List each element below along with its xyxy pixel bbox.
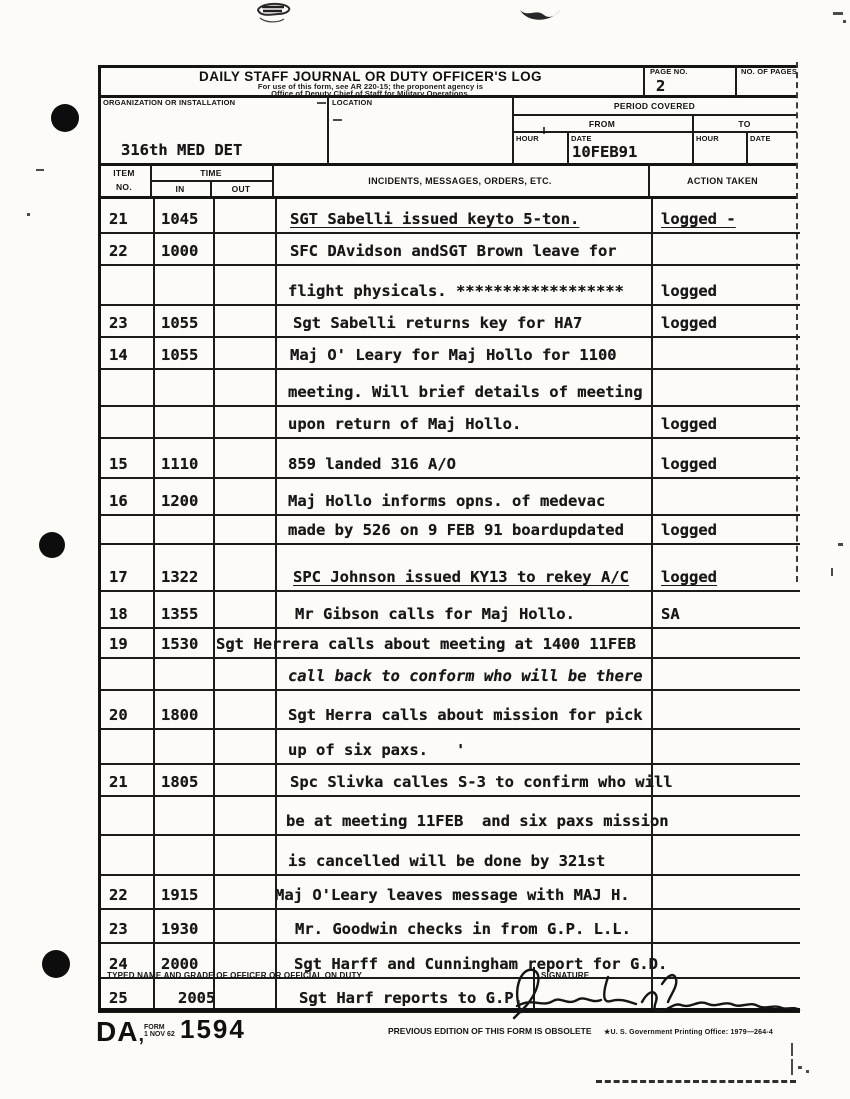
action-taken: logged [661, 314, 717, 332]
incident-text: meeting. Will brief details of meeting [288, 383, 643, 401]
item-no: 21 [109, 773, 128, 791]
speck [831, 568, 833, 576]
col-no-label: NO. [115, 182, 132, 192]
incident-text: call back to conform who will be there [286, 667, 645, 685]
action-taken: logged [661, 521, 717, 539]
column-divider [153, 479, 155, 514]
incident-text: Sgt Herrera calls about meeting at 1400 11FEB [216, 635, 636, 653]
form-id-number: 1594 [180, 1014, 246, 1044]
column-divider [651, 910, 653, 942]
column-divider [213, 479, 215, 514]
column-divider [213, 234, 215, 264]
time-in: 1200 [161, 492, 199, 510]
action-taken: logged [661, 455, 717, 473]
column-divider [153, 629, 155, 657]
time-in: 1530 [161, 635, 199, 653]
to-date-label: DATE [750, 134, 771, 143]
table-row [101, 629, 800, 659]
speck [791, 1043, 793, 1056]
time-in: 1930 [161, 920, 199, 938]
page-no-label: PAGE NO. [650, 67, 688, 76]
hole-punch [42, 950, 70, 978]
col-time-label: TIME [200, 168, 222, 178]
from-label: FROM [588, 119, 616, 129]
col-action-label: ACTION TAKEN [687, 176, 758, 186]
column-divider [153, 370, 155, 405]
incident-text: Maj Hollo informs opns. of medevac [288, 492, 606, 510]
column-divider [213, 407, 215, 437]
table-row [101, 407, 800, 439]
column-divider [275, 545, 277, 590]
column-divider [651, 198, 653, 232]
speck [791, 1059, 793, 1075]
table-row [101, 338, 800, 370]
table-row [101, 306, 800, 338]
column-divider [153, 765, 155, 795]
incident-text: Mr Gibson calls for Maj Hollo. [295, 605, 575, 623]
table-row [101, 266, 800, 306]
time-in: 1110 [161, 455, 199, 473]
table-row [101, 876, 800, 910]
column-divider [651, 836, 653, 874]
time-in: 1800 [161, 706, 199, 724]
column-divider [213, 910, 215, 942]
form-id: DA, FORM 1 NOV 62 1594 [96, 1014, 246, 1047]
column-divider [651, 876, 653, 908]
from-date-label: DATE [571, 134, 592, 143]
column-divider [651, 370, 653, 405]
speck [36, 169, 44, 171]
ink-smudge [516, 2, 564, 28]
speck [838, 543, 843, 546]
table-row [101, 198, 800, 234]
incident-text: 859 landed 316 A/O [288, 455, 456, 473]
column-divider [153, 910, 155, 942]
table-row [101, 439, 800, 479]
column-divider [153, 198, 155, 232]
column-divider [275, 910, 277, 942]
speck [833, 12, 843, 15]
form-id-date: 1 NOV 62 [144, 1031, 175, 1038]
column-divider [153, 545, 155, 590]
time-in: 1805 [161, 773, 199, 791]
action-taken: SA [661, 605, 680, 623]
col-out-label: OUT [231, 184, 251, 194]
hole-punch [39, 532, 65, 558]
column-divider [275, 765, 277, 795]
form-subtitle-line1: For use of this form, see AR 220-15; the proponent agency is [257, 82, 484, 91]
time-in: 1915 [161, 886, 199, 904]
column-divider [275, 306, 277, 336]
item-no: 19 [109, 635, 128, 653]
column-divider [153, 266, 155, 304]
item-no: 18 [109, 605, 128, 623]
table-row [101, 691, 800, 730]
signature-label: SIGNATURE [541, 971, 590, 980]
table-row [101, 479, 800, 516]
to-hour-label: HOUR [696, 134, 719, 143]
column-divider [275, 338, 277, 368]
incident-text: Spc Slivka calles S-3 to confirm who will [290, 773, 673, 791]
form-title: DAILY STAFF JOURNAL OR DUTY OFFICER'S LOG [199, 69, 542, 84]
item-no: 25 [109, 989, 128, 1007]
column-divider [213, 516, 215, 543]
hole-punch [51, 104, 79, 132]
time-in: 1055 [161, 314, 199, 332]
table-row [101, 370, 800, 407]
column-divider [651, 266, 653, 304]
log-rows [98, 198, 800, 1013]
dashed-line [596, 1080, 796, 1083]
column-divider [213, 797, 215, 834]
speck [317, 102, 326, 104]
table-row [101, 910, 800, 944]
column-divider [213, 266, 215, 304]
column-divider [213, 198, 215, 232]
form-subtitle-line2: Office of Deputy Chief of Staff for Military Operations. [271, 89, 470, 98]
column-divider [651, 479, 653, 514]
table-row [101, 592, 800, 629]
organization-value: 316th MED DET [121, 141, 243, 159]
table-row [101, 545, 800, 592]
time-in: 1355 [161, 605, 199, 623]
column-divider [213, 659, 215, 689]
column-divider [275, 836, 277, 874]
speck [806, 1070, 809, 1073]
page-no-value: 2 [656, 77, 666, 95]
column-divider [153, 516, 155, 543]
no-of-pages-label: NO. OF PAGES [741, 68, 797, 76]
speck [27, 213, 30, 216]
column-divider [275, 407, 277, 437]
column-divider [275, 234, 277, 264]
incident-text: Mr. Goodwin checks in from G.P. L.L. [295, 920, 631, 938]
item-no: 17 [109, 568, 128, 586]
column-divider [153, 797, 155, 834]
column-divider [651, 629, 653, 657]
column-divider [213, 876, 215, 908]
incident-text: Maj O'Leary leaves message with MAJ H. [275, 886, 630, 904]
column-divider [153, 306, 155, 336]
column-divider [153, 730, 155, 763]
column-divider [153, 338, 155, 368]
column-divider [651, 592, 653, 627]
action-taken: logged [661, 415, 717, 433]
incident-text: up of six paxs. ' [288, 741, 466, 759]
column-divider [651, 691, 653, 728]
item-no: 16 [109, 492, 128, 510]
speck [333, 119, 342, 121]
item-no: 22 [109, 242, 128, 260]
speck [843, 20, 846, 23]
column-divider [213, 691, 215, 728]
column-divider [651, 545, 653, 590]
column-divider [213, 545, 215, 590]
col-incidents-label: INCIDENTS, MESSAGES, ORDERS, ETC. [368, 176, 552, 186]
column-divider [651, 730, 653, 763]
item-no: 15 [109, 455, 128, 473]
ink-smudge [252, 0, 296, 30]
column-divider [213, 629, 215, 657]
column-divider [153, 439, 155, 477]
column-divider [153, 836, 155, 874]
column-divider [213, 592, 215, 627]
table-row [101, 234, 800, 266]
column-divider [275, 370, 277, 405]
table-row [101, 797, 800, 836]
column-divider [213, 338, 215, 368]
column-divider [213, 370, 215, 405]
typed-name-label: TYPED NAME AND GRADE OF OFFICER OR OFFICIAL ON DUTY [107, 971, 363, 980]
incident-text: upon return of Maj Hollo. [288, 415, 522, 433]
item-no: 22 [109, 886, 128, 904]
column-divider [213, 439, 215, 477]
time-in: 2005 [178, 989, 216, 1007]
location-label: LOCATION [332, 98, 373, 107]
column-divider [651, 306, 653, 336]
period-covered-label: PERIOD COVERED [613, 101, 696, 111]
item-no: 24 [109, 955, 128, 973]
incident-text: Maj O' Leary for Maj Hollo for 1100 [290, 346, 617, 364]
column-divider [651, 516, 653, 543]
item-no: 21 [109, 210, 128, 228]
column-divider [153, 876, 155, 908]
table-row [101, 516, 800, 545]
from-date-value: 10FEB91 [572, 143, 638, 161]
time-in: 1045 [161, 210, 199, 228]
column-divider [275, 198, 277, 232]
column-divider [651, 659, 653, 689]
column-divider [275, 659, 277, 689]
incident-text: be at meeting 11FEB and six paxs mission [286, 812, 669, 830]
action-taken: logged [661, 282, 717, 300]
incident-text: SFC DAvidson andSGT Brown leave for [290, 242, 617, 260]
column-divider [153, 407, 155, 437]
form-id-word: FORM [144, 1024, 165, 1031]
table-row [101, 836, 800, 876]
time-in: 2000 [161, 955, 199, 973]
incident-text: Sgt Harf reports to G.P. [299, 989, 523, 1007]
column-divider [275, 592, 277, 627]
column-divider [213, 306, 215, 336]
column-divider [275, 691, 277, 728]
form-id-da: DA [96, 1016, 139, 1047]
to-label: TO [738, 119, 751, 129]
column-divider [275, 479, 277, 514]
time-in: 1000 [161, 242, 199, 260]
col-item-label: ITEM [113, 168, 135, 178]
column-divider [213, 836, 215, 874]
incident-text: Sgt Sabelli returns key for HA7 [293, 314, 583, 332]
column-divider [651, 338, 653, 368]
column-divider [275, 516, 277, 543]
item-no: 23 [109, 314, 128, 332]
incident-text: made by 526 on 9 FEB 91 boardupdated [288, 521, 624, 539]
column-divider [275, 439, 277, 477]
column-divider [213, 765, 215, 795]
incident-text: Sgt Harff and Cunningham report for G.D. [294, 955, 668, 973]
gpo-note: ★U. S. Government Printing Office: 1979—264-4 [604, 1029, 773, 1036]
column-divider [153, 234, 155, 264]
column-divider [153, 659, 155, 689]
column-divider [651, 439, 653, 477]
incident-text: is cancelled will be done by 321st [288, 852, 606, 870]
table-row [101, 765, 800, 797]
item-no: 14 [109, 346, 128, 364]
organization-label: ORGANIZATION OR INSTALLATION [103, 98, 236, 107]
incident-text: flight physicals. ****************** [288, 282, 624, 300]
incident-text: SPC Johnson issued KY13 to rekey A/C [293, 568, 629, 586]
obsolete-note: PREVIOUS EDITION OF THIS FORM IS OBSOLETE [388, 1026, 592, 1036]
column-divider [651, 234, 653, 264]
time-in: 1322 [161, 568, 199, 586]
incident-text: SGT Sabelli issued keyto 5-ton. [290, 210, 580, 228]
column-divider [651, 407, 653, 437]
column-divider [275, 797, 277, 834]
table-row [101, 730, 800, 765]
column-divider [153, 691, 155, 728]
col-in-label: IN [175, 184, 185, 194]
speck [798, 1066, 802, 1069]
column-divider [275, 730, 277, 763]
incident-text: Sgt Herra calls about mission for pick [288, 706, 643, 724]
item-no: 23 [109, 920, 128, 938]
column-divider [213, 730, 215, 763]
action-taken: logged [661, 568, 717, 586]
column-divider [275, 266, 277, 304]
table-row [101, 659, 800, 691]
action-taken: logged - [661, 210, 736, 228]
item-no: 20 [109, 706, 128, 724]
time-in: 1055 [161, 346, 199, 364]
from-hour-label: HOUR [516, 134, 539, 143]
column-divider [153, 592, 155, 627]
